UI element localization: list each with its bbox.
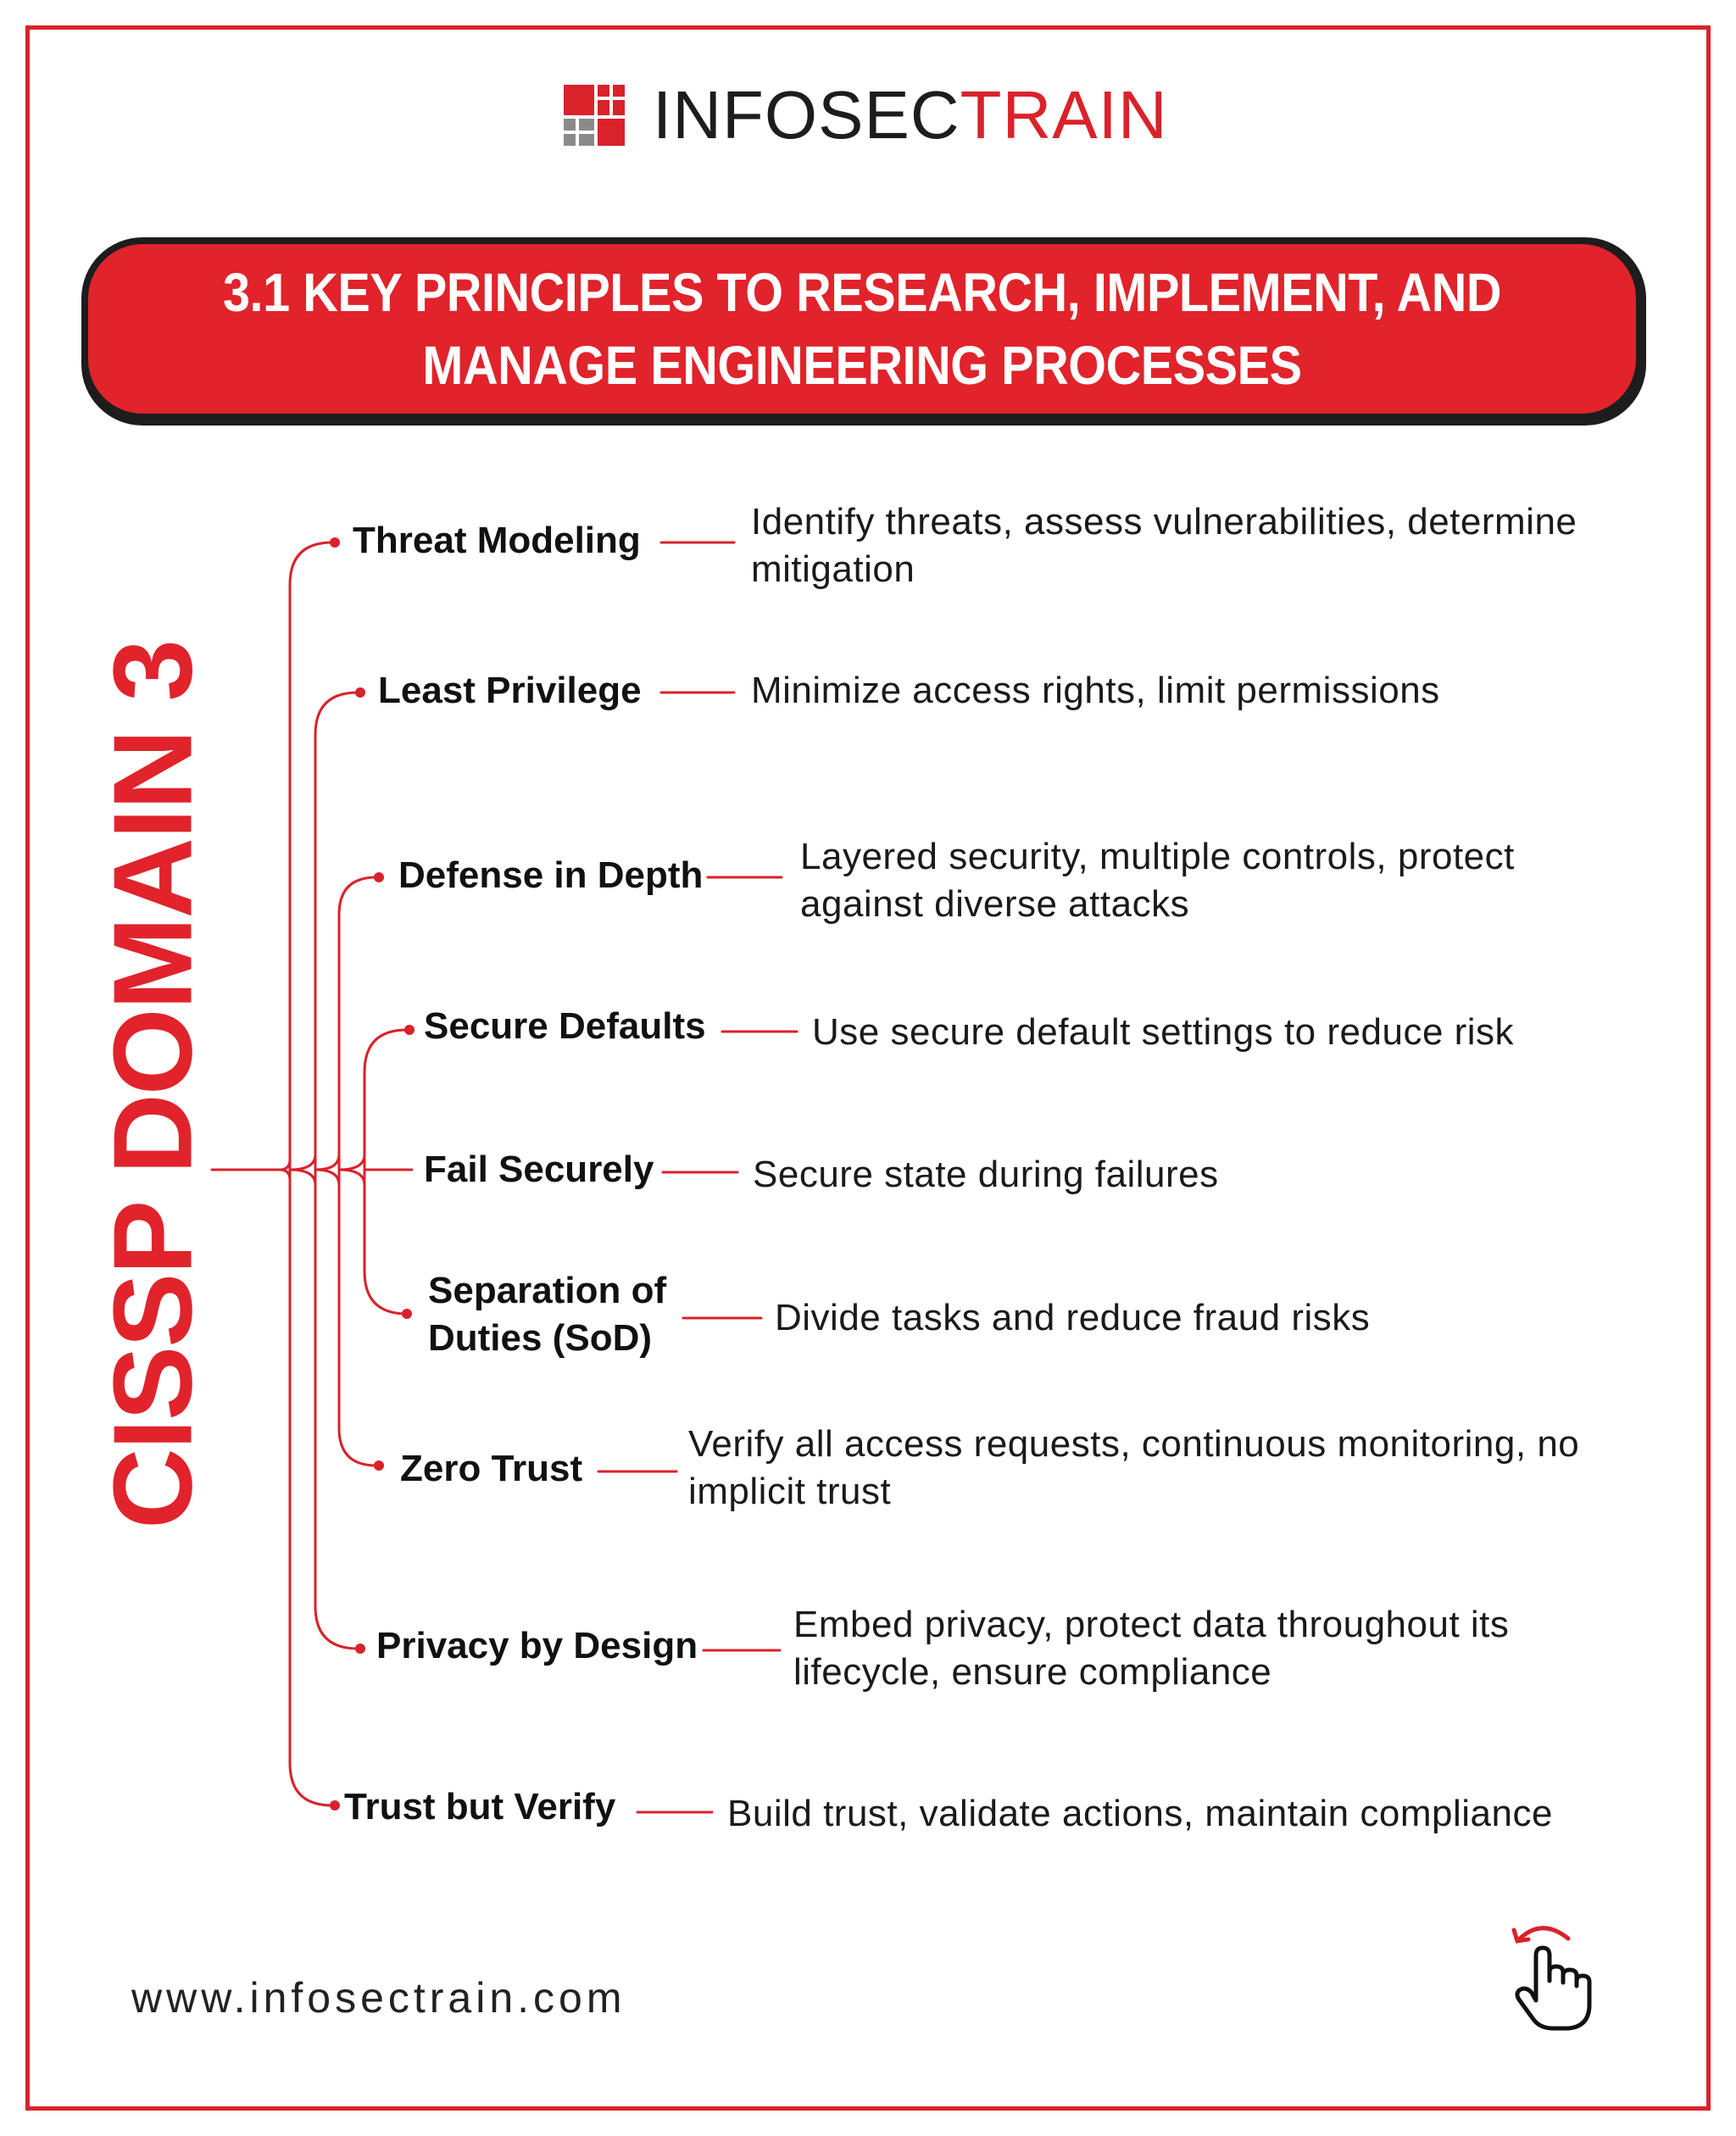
principle-label-privacy-by-design: Privacy by Design: [376, 1625, 698, 1666]
principle-desc-separation-of-duties: Divide tasks and reduce fraud risks: [775, 1297, 1371, 1338]
principle-label-defense-in-depth: Defense in Depth: [398, 854, 704, 896]
principle-desc-threat-modeling: Identify threats, assess vulnerabilities, determine mitigation: [751, 501, 1577, 590]
click-hand-icon: [1500, 1920, 1611, 2034]
banner-title: 3.1 KEY PRINCIPLES TO RESEARCH, IMPLEMENT, AND MANAGE ENGINEERING PROCESSES: [222, 262, 1502, 396]
principle-desc-defense-in-depth: Layered security, multiple controls, protect against diverse attacks: [800, 836, 1515, 925]
principle-desc-privacy-by-design: Embed privacy, protect data throughout its lifecycle, ensure compliance: [793, 1604, 1510, 1693]
principle-desc-fail-securely: Secure state during failures: [753, 1154, 1219, 1195]
principle-desc-trust-but-verify: Build trust, validate actions, maintain compliance: [727, 1793, 1553, 1834]
principle-label-secure-defaults: Secure Defaults: [424, 1005, 706, 1047]
principle-label-threat-modeling: Threat Modeling: [353, 520, 641, 561]
principle-label-trust-but-verify: Trust but Verify: [344, 1786, 616, 1827]
principle-desc-zero-trust: Verify all access requests, continuous monitoring, no implicit trust: [688, 1423, 1580, 1512]
principle-label-least-privilege: Least Privilege: [378, 670, 642, 711]
principle-label-zero-trust: Zero Trust: [400, 1448, 583, 1489]
principle-label-separation-of-duties: Separation of Duties (SoD): [428, 1270, 667, 1359]
principle-desc-secure-defaults: Use secure default settings to reduce risk: [812, 1011, 1515, 1053]
logo-wordmark: INFOSECTRAIN: [653, 77, 1168, 153]
principle-label-fail-securely: Fail Securely: [424, 1149, 654, 1190]
website-url[interactable]: www.infosectrain.com: [131, 1974, 626, 2022]
side-title-text: CISSP DOMAIN 3: [90, 641, 215, 1529]
principle-desc-least-privilege: Minimize access rights, limit permissions: [751, 670, 1440, 711]
